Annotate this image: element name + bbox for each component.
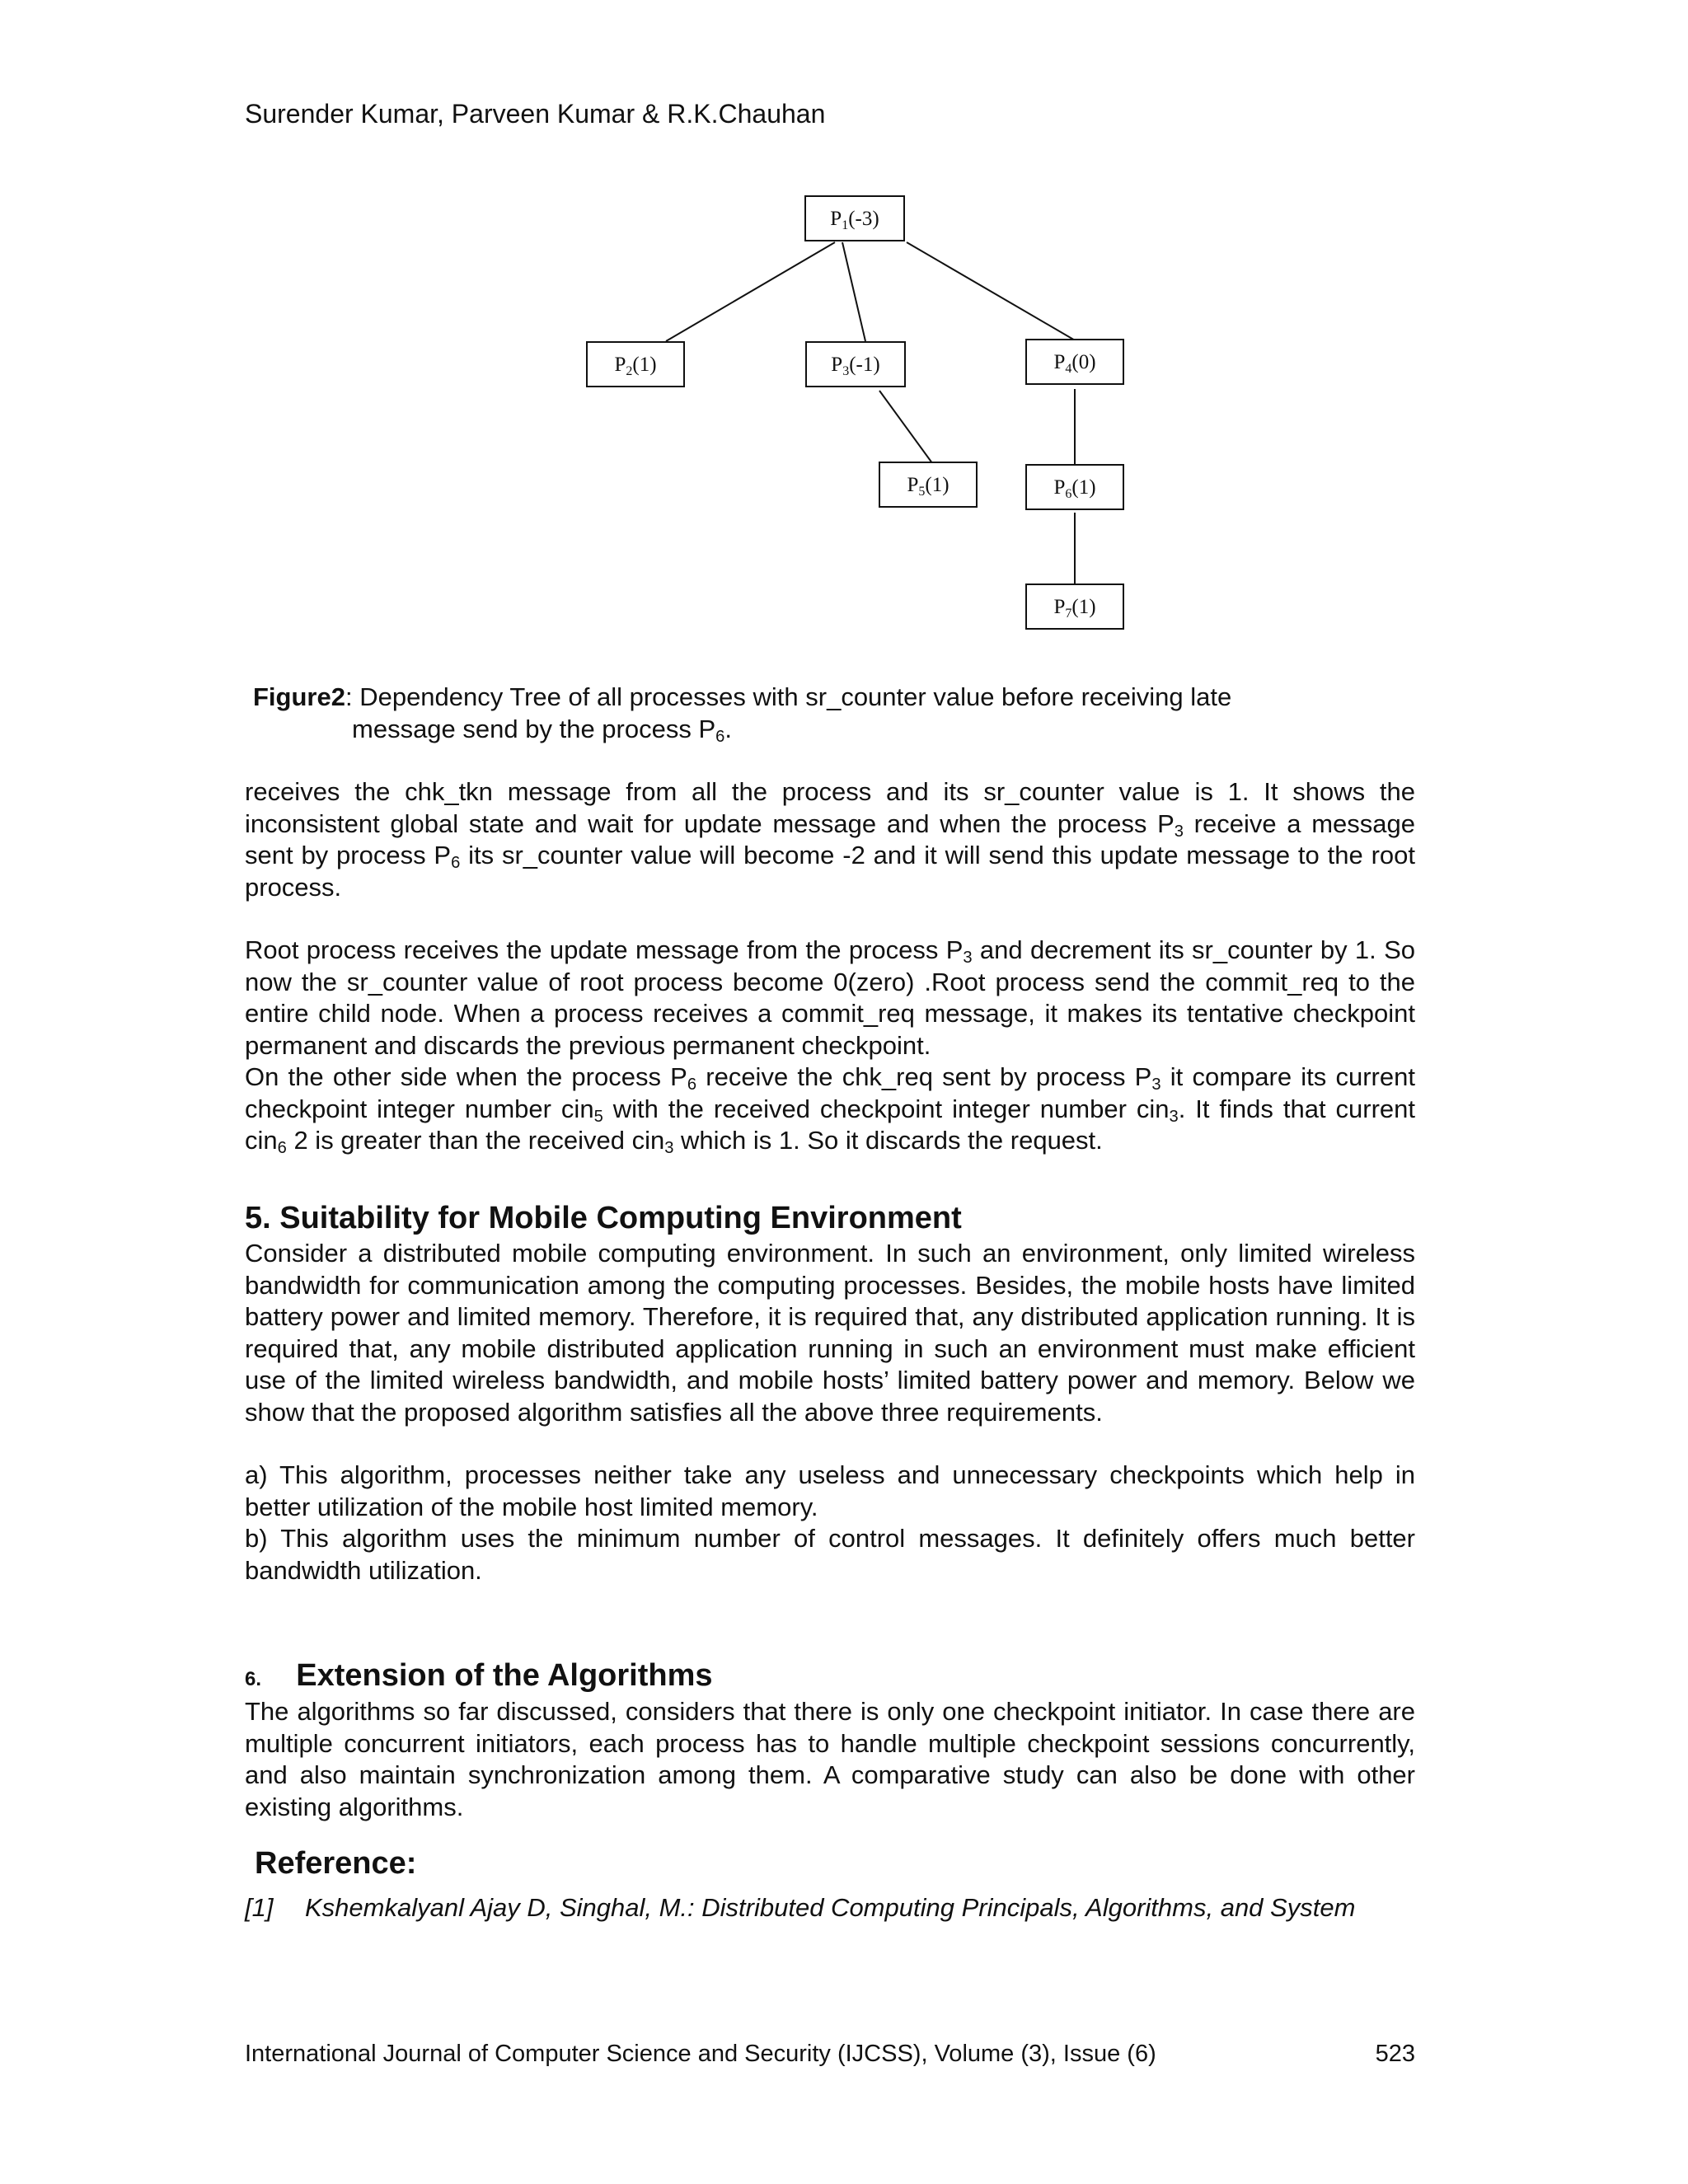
tree-node-p7: [1026, 584, 1123, 629]
edge-p3-p5: [879, 391, 935, 466]
tree-edges: [666, 242, 1076, 588]
edge-p1-p2: [666, 242, 835, 341]
svg-text:P6(1): [1053, 476, 1095, 501]
caption-line-1: : Dependency Tree of all processes with sr_counter value before receiving late: [345, 682, 1232, 711]
tree-node-p3: [806, 342, 905, 387]
tree-node-p6: [1026, 465, 1123, 509]
node-p5-value: (1): [925, 474, 950, 496]
section-5-item-a: a) This algorithm, processes neither take any useless and unnecessary checkpoints which help in better utilization of the mobile host limited memory.: [245, 1460, 1415, 1521]
node-p2-label: P: [614, 354, 626, 376]
svg-text:P4(0): [1053, 351, 1095, 376]
node-p6-sub: 6: [1065, 487, 1072, 501]
svg-text:P7(1): [1053, 596, 1095, 621]
svg-text:P3(-1): [831, 354, 879, 378]
node-p7-label: P: [1053, 596, 1066, 618]
node-p4-value: (0): [1071, 351, 1096, 373]
svg-text:P2(1): [614, 354, 656, 378]
section-6-heading: [245, 1657, 713, 1699]
node-p1-label: P: [830, 208, 842, 230]
figure-caption: [253, 681, 1456, 745]
node-p6-label: P: [1053, 476, 1066, 499]
node-p3-label: P: [831, 354, 843, 376]
reference-tag: [1]: [245, 1893, 274, 1922]
paragraph-3: On the other side when the process $P_6$ receive the chk_req sent by process $P_3$ it compare its current checkpoint integer number cin$_5$ with the received checkpoint integer number cin$_3$. It finds that current cin$_6$ 2 is greater than the received cin$_3$ which is 1. So it discards the request.: [245, 1062, 1415, 1158]
tree-node-p5: [879, 462, 977, 507]
node-p2-sub: 2: [626, 364, 633, 378]
node-p3-value: (-1): [849, 354, 880, 376]
section-6-paragraph: The algorithms so far discussed, considers that there is only one checkpoint initiator. In case there are multiple concurrent initiators, each process has to handle multiple checkpoint sessions concurrently, and also maintain synchronization among them. A comparative study can also be done with other existing algorithms.: [245, 1697, 1415, 1821]
page-number: 523: [1375, 2041, 1415, 2067]
node-p5-sub: 5: [918, 485, 926, 499]
node-p6-value: (1): [1071, 476, 1096, 499]
paragraph-1: receives the chk_tkn message from all the process and its sr_counter value is 1. It shows the inconsistent global state and wait for update message and when the process $P_3$ receive a message sent by process $P_6$ its sr_counter value will become -2 and it will send this update message to the root process.: [245, 777, 1415, 902]
reference-heading: Reference:: [255, 1846, 417, 1881]
svg-text:P1(-3): [830, 208, 879, 232]
section-6-title: Extension of the Algorithms: [296, 1658, 713, 1693]
running-header: Surender Kumar, Parveen Kumar & R.K.Chauhan: [245, 99, 826, 129]
caption-end: .: [724, 715, 732, 743]
node-p1-sub: 1: [842, 218, 849, 232]
node-p3-sub: 3: [842, 364, 850, 378]
section-6-body: [245, 1696, 1415, 1823]
edge-p1-p4: [907, 242, 1076, 341]
node-p7-value: (1): [1071, 596, 1096, 618]
node-p5-label: P: [907, 474, 919, 496]
svg-text:P5(1): [907, 474, 949, 499]
section-5-item-b: b) This algorithm uses the minimum number of control messages. It definitely offers much better bandwidth utilization.: [245, 1524, 1415, 1585]
reference-text: Kshemkalyanl Ajay D, Singhal, M.: Distributed Computing Principals, Algorithms, and System: [305, 1893, 1356, 1922]
section-6-number: 6.: [245, 1668, 262, 1690]
section-5-heading: 5. Suitability for Mobile Computing Environment: [245, 1201, 962, 1235]
section-5-body: [245, 1238, 1415, 1586]
page-footer: [245, 2039, 1415, 2069]
tree-node-p2: [587, 342, 684, 387]
section-5-paragraph: Consider a distributed mobile computing environment. In such an environment, only limited wireless bandwidth for communication among the computing processes. Besides, the mobile hosts have limited battery power and limited memory. Therefore, it is required that, any distributed application running. It is required that, any mobile distributed application running in such an environment must make efficient use of the limited wireless bandwidth, and mobile hosts’ limited battery power and memory. Below we show that the proposed algorithm satisfies all the above three requirements.: [245, 1239, 1415, 1427]
node-p4-sub: 4: [1065, 362, 1072, 376]
edge-p1-p3: [842, 242, 865, 341]
node-p2-value: (1): [632, 354, 657, 376]
tree-node-p4: [1026, 340, 1123, 384]
paragraph-2: Root process receives the update message from the process $P_3$ and decrement its sr_counter by 1. So now the sr_counter value of root process become 0(zero) .Root process send the commit_req to the entire child node. When a process receives a commit_req message, it makes its tentative checkpoint permanent and discards the previous permanent checkpoint.: [245, 935, 1415, 1060]
tree-node-p1: [805, 196, 904, 241]
node-p4-label: P: [1053, 351, 1066, 373]
figure-label: Figure2: [253, 682, 345, 711]
footer-journal: International Journal of Computer Science and Security (IJCSS), Volume (3), Issue (6): [245, 2041, 1156, 2067]
reference-item-1: [245, 1892, 1415, 1924]
caption-sub: 6: [715, 728, 725, 747]
node-p7-sub: 7: [1065, 607, 1072, 621]
node-p1-value: (-3): [848, 208, 879, 230]
body-text-block: [245, 776, 1415, 1157]
dependency-tree-figure: [0, 0, 1688, 659]
caption-line-2: message send by the process P: [352, 715, 716, 743]
